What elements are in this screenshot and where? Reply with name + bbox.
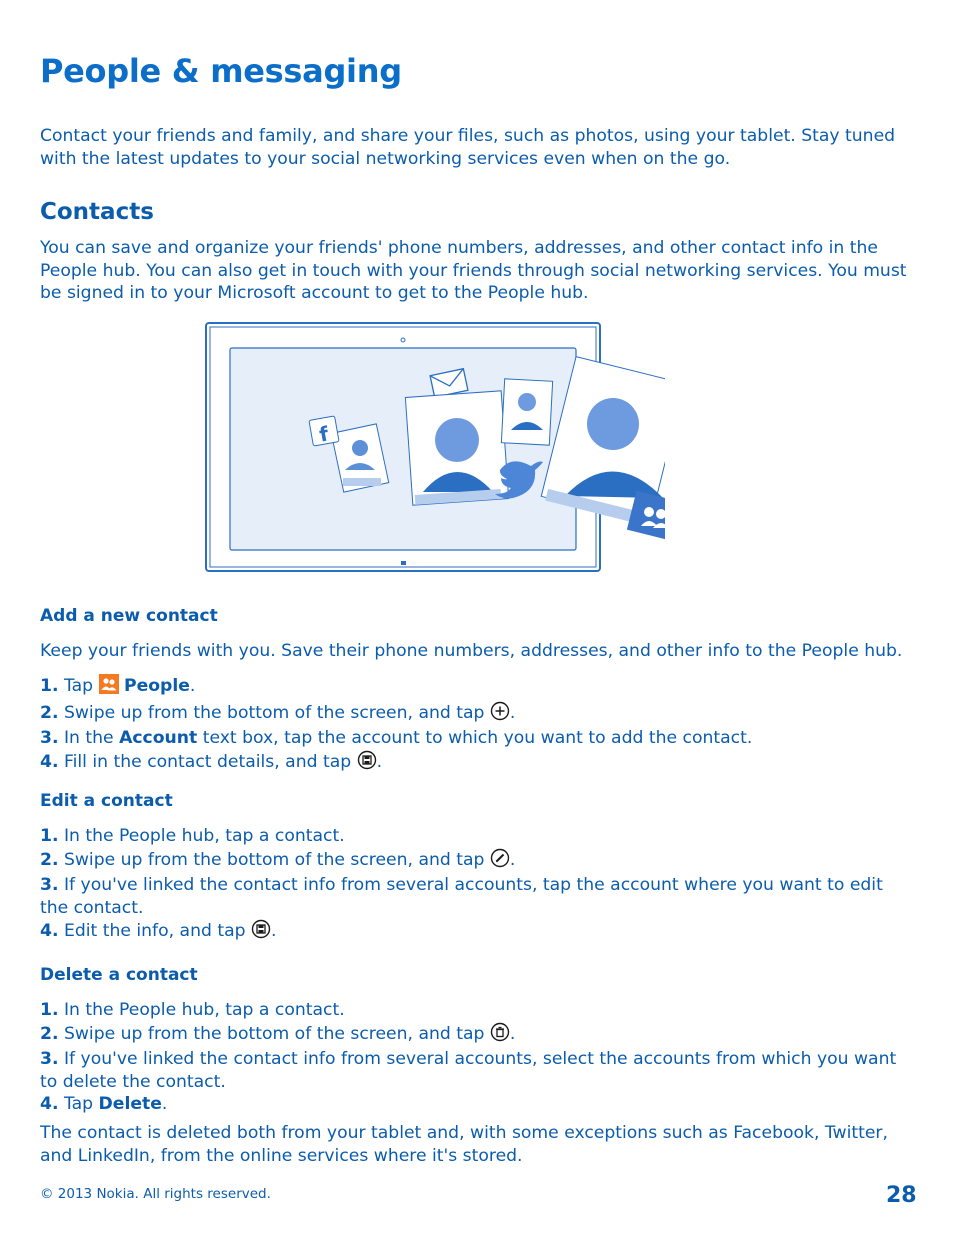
page-title: People & messaging	[40, 52, 402, 90]
add-circle-icon	[490, 701, 510, 728]
add-contact-paragraph: Keep your friends with you. Save their phone numbers, addresses, and other info to the People hub.	[40, 641, 903, 661]
edit-step-2: 2. Swipe up from the bottom of the screen, and tap .	[40, 848, 916, 875]
add-step-4: 4. Fill in the contact details, and tap .	[40, 750, 916, 777]
delete-step-4: 4. Tap Delete.	[40, 1094, 168, 1114]
edit-step-4: 4. Edit the info, and tap .	[40, 919, 916, 946]
add-contact-steps	[40, 674, 916, 776]
add-step-1: 1. Tap People.	[40, 674, 916, 701]
delete-step-1: 1. In the People hub, tap a contact.	[40, 1000, 345, 1020]
page-number: 28	[886, 1183, 917, 1208]
delete-contact-steps	[40, 999, 916, 1116]
delete-contact-heading: Delete a contact	[40, 965, 198, 985]
people-tile-icon	[99, 674, 119, 701]
svg-text:f: f	[317, 421, 331, 447]
edit-contact-steps	[40, 825, 916, 946]
delete-circle-icon	[490, 1022, 510, 1049]
edit-circle-icon	[490, 848, 510, 875]
tablet-people-illustration	[205, 320, 665, 580]
contact-small-card	[501, 379, 552, 445]
delete-step-3: 3. If you've linked the contact info from several accounts, select the accounts from which you want to delete the contact.	[40, 1049, 897, 1092]
save-circle-icon	[251, 919, 271, 946]
intro-paragraph: Contact your friends and family, and share your files, such as photos, using your tablet. Stay tuned with the latest updates to your social networking services even when on the go.	[40, 126, 896, 169]
save-circle-icon	[357, 750, 377, 777]
contact-photo-card	[405, 391, 508, 505]
delete-step-2: 2. Swipe up from the bottom of the screen, and tap .	[40, 1022, 916, 1049]
add-contact-heading: Add a new contact	[40, 606, 218, 626]
contacts-paragraph: You can save and organize your friends' phone numbers, addresses, and other contact info in the People hub. You can also get in touch with your friends through social networking services. You must be signed in to your Microsoft account to get to the People hub.	[40, 238, 907, 303]
delete-closing-paragraph: The contact is deleted both from your tablet and, with some exceptions such as Facebook, Twitter, and LinkedIn, from the online services where it's stored.	[40, 1123, 888, 1166]
add-step-3: 3. In the Account text box, tap the account to which you want to add the contact.	[40, 728, 753, 748]
add-step-2: 2. Swipe up from the bottom of the screen, and tap .	[40, 701, 916, 728]
contacts-heading: Contacts	[40, 199, 154, 225]
edit-step-3: 3. If you've linked the contact info from several accounts, tap the account where you want to edit the contact.	[40, 875, 883, 918]
edit-step-1: 1. In the People hub, tap a contact.	[40, 826, 345, 846]
copyright-notice: © 2013 Nokia. All rights reserved.	[40, 1186, 271, 1202]
edit-contact-heading: Edit a contact	[40, 791, 173, 811]
